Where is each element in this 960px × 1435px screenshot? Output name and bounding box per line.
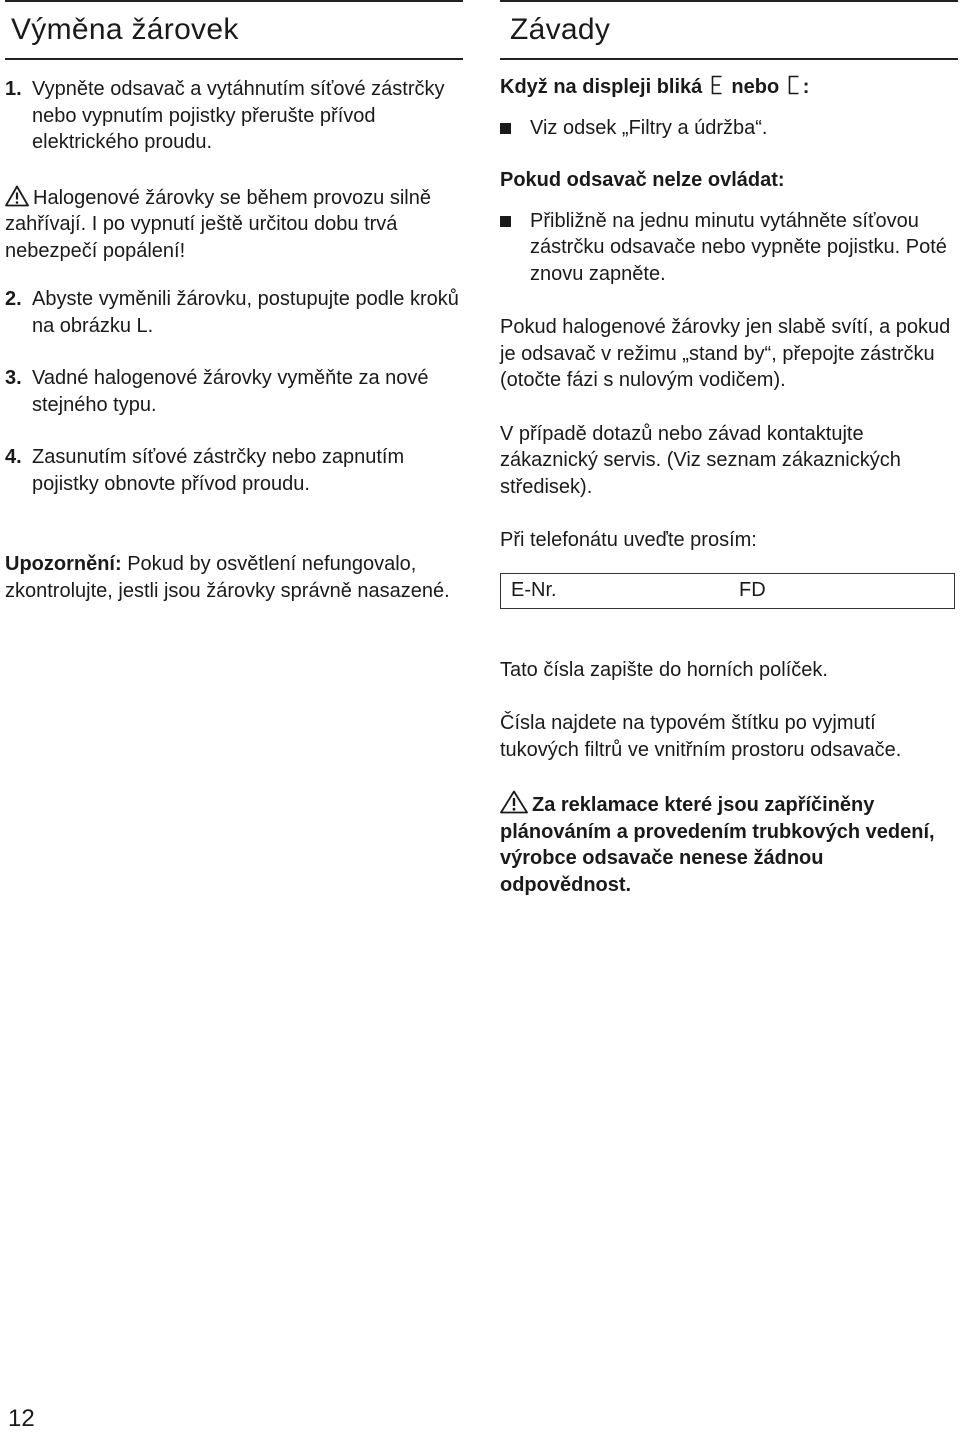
display-middle: nebo <box>731 76 780 98</box>
step-4 <box>5 444 463 497</box>
bullet-unplug <box>500 208 958 288</box>
step-number: 3. <box>5 367 22 389</box>
warning-text: Halogenové žárovky se během provozu silně zahřívají. I po vypnutí ještě určitou dobu trvá nebezpečí popálení! <box>5 186 431 262</box>
find-numbers-paragraph: Čísla najdete na typovém štítku po vyjmutí tukových filtrů ve vnitřním prostoru odsavače. <box>500 712 902 761</box>
step-3 <box>5 365 463 418</box>
segment-c-icon <box>788 75 800 95</box>
step-text: Zasunutím síťové zástrčky nebo zapnutím pojistky obnovte přívod proudu. <box>32 446 405 495</box>
display-prefix: Když na displeji bliká <box>500 76 703 98</box>
bullet-square-icon <box>500 123 511 134</box>
bullet-filters <box>500 115 958 142</box>
service-paragraph: V případě dotazů nebo závad kontaktujte zákaznický servis. (Viz seznam zákaznických středisek). <box>500 422 901 498</box>
liability-text: Za reklamace které jsou zapříčiněny plánováním a provedením trubkových vedení, výrobce odsavače nenese žádnou odpovědnost. <box>500 794 935 896</box>
lighting-note <box>5 551 463 604</box>
enr-label: E-Nr. <box>511 579 557 601</box>
section-heading-faults: Závady <box>500 0 958 60</box>
section-heading-lamp-replacement: Výměna žárovek <box>5 0 463 60</box>
warning-triangle-icon <box>500 790 528 814</box>
write-numbers-paragraph: Tato čísla zapište do horních políček. <box>500 658 828 681</box>
page-number: 12 <box>8 1405 35 1432</box>
phone-prompt: Při telefonátu uveďte prosím: <box>500 529 757 551</box>
bullet-text: Viz odsek „Filtry a údržba“. <box>530 116 768 139</box>
liability-warning <box>500 790 958 898</box>
step-number: 4. <box>5 446 22 468</box>
step-text: Abyste vyměnili žárovku, postupujte podle kroků na obrázku L. <box>32 288 459 337</box>
bullet-text: Přibližně na jednu minutu vytáhněte síťovou zástrčku odsavače nebo vypněte pojistku. Poté znovu zapněte. <box>530 209 947 285</box>
step-text: Vadné halogenové žárovky vyměňte za nové stejného typu. <box>32 367 429 416</box>
step-1 <box>5 76 463 156</box>
segment-e-icon <box>711 75 723 95</box>
step-number: 1. <box>5 78 22 100</box>
warning-triangle-icon <box>5 185 29 207</box>
fd-label: FD <box>739 579 766 601</box>
step-text: Vypněte odsavač a vytáhnutím síťové zástrčky nebo vypnutím pojistky přerušte přívod elektrického proudu. <box>32 78 445 153</box>
right-column <box>500 0 958 898</box>
display-blink-subheading <box>500 74 958 101</box>
note-label: Upozornění: <box>5 553 122 575</box>
step-2 <box>5 286 463 339</box>
left-column <box>5 0 463 604</box>
halogen-paragraph: Pokud halogenové žárovky jen slabě svítí, a pokud je odsavač v režimu „stand by“, přepojte zástrčku (otočte fázi s nulovým vodičem). <box>500 316 951 391</box>
bullet-square-icon <box>500 216 511 227</box>
step-number: 2. <box>5 288 22 310</box>
enr-fd-box <box>500 573 955 609</box>
burn-warning <box>5 185 463 265</box>
no-control-subheading: Pokud odsavač nelze ovládat: <box>500 169 785 191</box>
note-text: Pokud by osvětlení nefungovalo, zkontrolujte, jestli jsou žárovky správně nasazené. <box>5 553 450 602</box>
display-suffix: : <box>802 76 810 98</box>
